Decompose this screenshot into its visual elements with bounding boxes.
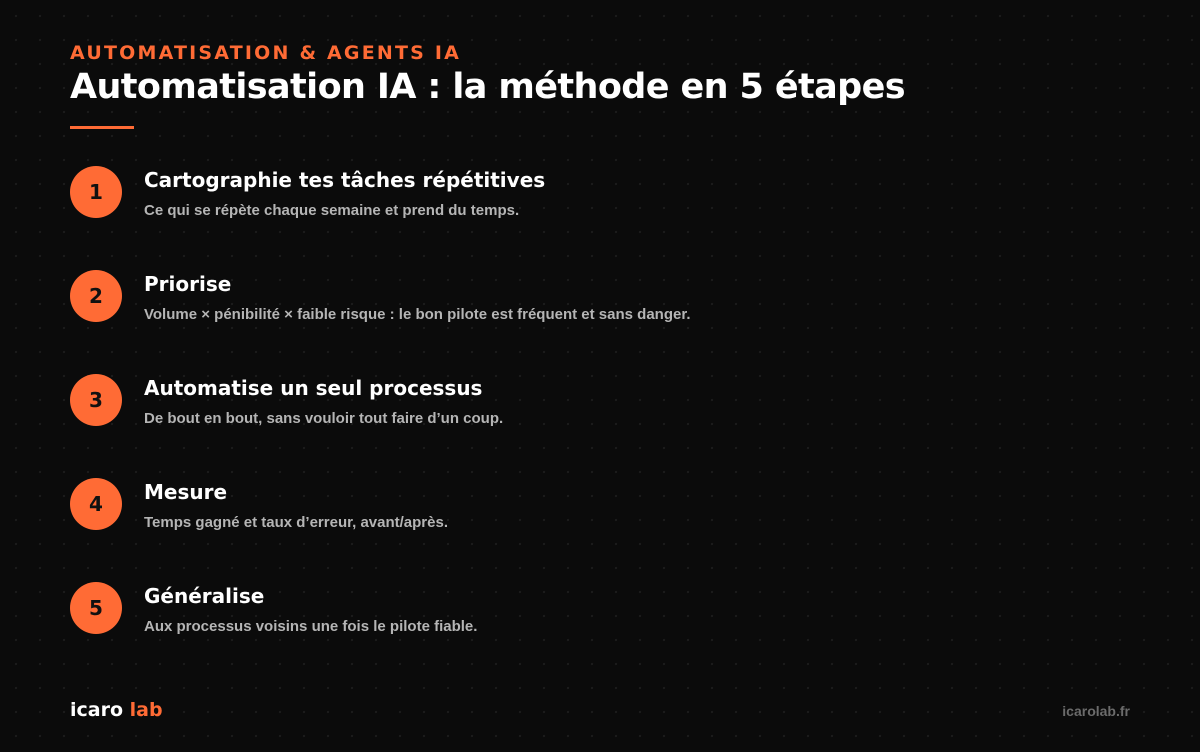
step-description: Aux processus voisins une fois le pilote fiable. (144, 618, 478, 635)
step-item-1 (70, 166, 1130, 270)
brand-name: icaro (70, 699, 124, 721)
step-title: Mesure (144, 480, 228, 504)
step-item-3 (70, 374, 1130, 478)
site-url: icarolab.fr (1062, 703, 1130, 719)
step-number-badge: 2 (70, 270, 122, 322)
step-number-badge: 5 (70, 582, 122, 634)
step-number-badge: 3 (70, 374, 122, 426)
step-title: Généralise (144, 584, 265, 608)
step-description: De bout en bout, sans vouloir tout faire d’un coup. (144, 410, 504, 427)
step-description: Ce qui se répète chaque semaine et prend du temps. (144, 202, 520, 219)
brand-logo (70, 699, 163, 721)
page-title: Automatisation IA : la méthode en 5 étapes (70, 67, 905, 107)
steps-list (70, 166, 1130, 686)
step-description: Volume × pénibilité × faible risque : le bon pilote est fréquent et sans danger. (144, 306, 691, 323)
step-number-badge: 4 (70, 478, 122, 530)
eyebrow-label: AUTOMATISATION & AGENTS IA (70, 42, 462, 64)
step-number-badge: 1 (70, 166, 122, 218)
brand-suffix: lab (129, 699, 163, 721)
step-item-5 (70, 582, 1130, 686)
step-item-4 (70, 478, 1130, 582)
step-title: Priorise (144, 272, 232, 296)
step-title: Automatise un seul processus (144, 376, 483, 400)
title-underline (70, 126, 134, 129)
step-item-2 (70, 270, 1130, 374)
step-title: Cartographie tes tâches répétitives (144, 168, 546, 192)
step-description: Temps gagné et taux d’erreur, avant/après. (144, 514, 448, 531)
